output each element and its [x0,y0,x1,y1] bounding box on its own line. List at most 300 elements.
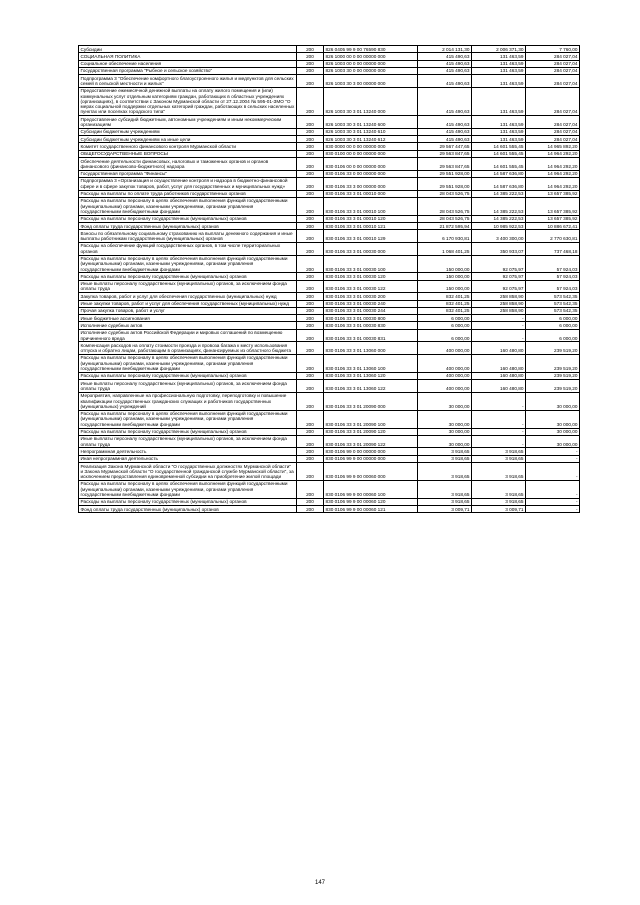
approved-amount-cell: 415 490,63 [418,60,472,67]
approved-amount-cell: 28 043 526,75 [418,190,472,197]
table-row [79,329,580,342]
executed-amount-cell: 131 463,59 [472,60,526,67]
executed-amount-cell: 131 463,59 [472,116,526,129]
budget-classification-code-cell: 830 0106 33 3 01 13060 000 [324,342,418,355]
approved-amount-cell: 415 490,63 [418,53,472,60]
unexecuted-amount-cell: 573 542,35 [526,307,580,314]
table-row [79,410,580,428]
line-code-cell: 200 [297,380,324,393]
approved-amount-cell: 415 490,63 [418,87,472,115]
expense-name-cell: ОБЩЕГОСУДАРСТВЕННЫЕ ВОПРОСЫ [79,150,297,157]
approved-amount-cell: 29 551 928,00 [418,170,472,177]
budget-classification-code-cell: 830 0106 33 3 01 00010 129 [324,230,418,243]
line-code-cell: 200 [297,190,324,197]
unexecuted-amount-cell: - [526,448,580,455]
approved-amount-cell: 29 567 447,65 [418,143,472,150]
expense-name-cell: Расходы на выплаты персоналу государственных (муниципальных) органов [79,273,297,280]
line-code-cell: 200 [297,150,324,157]
unexecuted-amount-cell: 30 000,00 [526,428,580,435]
approved-amount-cell: 1 068 401,25 [418,242,472,255]
unexecuted-amount-cell: 6 000,00 [526,315,580,322]
table-row [79,177,580,190]
budget-classification-code-cell: 830 0106 33 3 01 13060 122 [324,380,418,393]
table-row [79,354,580,372]
line-code-cell: 200 [297,116,324,129]
executed-amount-cell: 14 385 222,53 [472,190,526,197]
expense-name-cell: Предоставление субсидий бюджетным, автономным учреждениям и иным некоммерческим организациям [79,116,297,129]
budget-classification-code-cell: 830 0106 33 3 01 00030 240 [324,300,418,307]
unexecuted-amount-cell: 14 965 892,20 [526,143,580,150]
budget-classification-code-cell: 830 0106 33 3 01 00030 830 [324,322,418,329]
expense-name-cell: Взносы по обязательному социальному страхованию на выплаты денежного содержания и иные выплаты работникам государственных (муниципальных) органов [79,230,297,243]
budget-classification-code-cell: 826 1003 30 3 01 13240 610 [324,128,418,135]
budget-classification-code-cell: 830 0106 33 3 01 00010 100 [324,197,418,215]
line-code-cell: 200 [297,372,324,379]
table-row [79,342,580,355]
table-row [79,197,580,215]
expense-name-cell: Субсидии [79,46,297,53]
executed-amount-cell: 3 400 300,00 [472,230,526,243]
line-code-cell: 200 [297,293,324,300]
budget-classification-code-cell: 830 0106 99 9 00 00060 121 [324,506,418,513]
expense-name-cell: Исполнение судебных актов [79,322,297,329]
executed-amount-cell: 14 601 555,45 [472,158,526,171]
table-body [79,46,580,513]
table-row [79,322,580,329]
executed-amount-cell: 350 933,07 [472,242,526,255]
executed-amount-cell: 258 858,90 [472,300,526,307]
expense-name-cell: Обеспечение деятельности финансовых, налоговых и таможенных органов и органов финансового (финансово-бюджетного) надзора [79,158,297,171]
expense-name-cell: Компенсация расходов на оплату стоимости проезда и провоза багажа к месту использования отпуска и обратно лицам, работающим в организациях, финансируемых из областного бюджета [79,342,297,355]
line-code-cell: 200 [297,410,324,428]
approved-amount-cell: 150 000,00 [418,255,472,273]
executed-amount-cell: 14 587 636,80 [472,177,526,190]
unexecuted-amount-cell: 284 027,04 [526,67,580,74]
line-code-cell: 200 [297,177,324,190]
executed-amount-cell: 3 918,65 [472,498,526,505]
line-code-cell: 200 [297,307,324,314]
expense-name-cell: Расходы на выплаты персоналу государственных (муниципальных) органов [79,215,297,222]
approved-amount-cell: 29 563 847,65 [418,150,472,157]
approved-amount-cell: 400 000,00 [418,342,472,355]
executed-amount-cell: 131 463,59 [472,53,526,60]
expense-name-cell: Расходы на выплаты персоналу в целях обеспечения выполнения функций государственными (муниципальными) органами, казенными учреждениями, органами управления государственными внебюджетными фондами [79,354,297,372]
table-row [79,307,580,314]
executed-amount-cell: 131 463,59 [472,67,526,74]
executed-amount-cell: 258 858,90 [472,307,526,314]
line-code-cell: 200 [297,435,324,448]
line-code-cell: 200 [297,354,324,372]
unexecuted-amount-cell: 30 000,00 [526,392,580,410]
table-row [79,255,580,273]
approved-amount-cell: 415 490,63 [418,136,472,143]
approved-amount-cell: 150 000,00 [418,280,472,293]
line-code-cell: 200 [297,392,324,410]
executed-amount-cell: 131 463,59 [472,75,526,88]
approved-amount-cell: 3 918,65 [418,463,472,481]
approved-amount-cell: 29 551 928,00 [418,177,472,190]
expense-name-cell: Подпрограмма 3 «Организация и осуществление контроля и надзора в бюджетно-финансовой сфере и в сфере закупок товаров, работ, услуг для государственных и муниципальных нужд» [79,177,297,190]
line-code-cell: 200 [297,498,324,505]
table-row [79,428,580,435]
executed-amount-cell: 2 006 371,30 [472,46,526,53]
unexecuted-amount-cell: 284 027,04 [526,75,580,88]
approved-amount-cell: 6 000,00 [418,322,472,329]
budget-classification-code-cell: 830 0106 33 3 01 00030 244 [324,307,418,314]
table-row [79,128,580,135]
unexecuted-amount-cell: 13 657 385,92 [526,190,580,197]
approved-amount-cell: 400 000,00 [418,354,472,372]
approved-amount-cell: 6 170 930,81 [418,230,472,243]
executed-amount-cell: 14 601 555,45 [472,143,526,150]
approved-amount-cell: 415 490,63 [418,116,472,129]
executed-amount-cell: 131 463,59 [472,128,526,135]
table-row [79,455,580,462]
approved-amount-cell: 832 401,25 [418,300,472,307]
executed-amount-cell: 92 075,97 [472,273,526,280]
table-row [79,190,580,197]
unexecuted-amount-cell: - [526,506,580,513]
table-row [79,136,580,143]
line-code-cell: 200 [297,215,324,222]
budget-classification-code-cell: 830 0000 00 0 00 00000 000 [324,143,418,150]
executed-amount-cell: 3 009,71 [472,506,526,513]
unexecuted-amount-cell: 13 657 385,92 [526,197,580,215]
budget-classification-code-cell: 830 0106 99 9 00 00000 000 [324,455,418,462]
budget-classification-code-cell: 830 0106 33 3 01 20090 000 [324,392,418,410]
executed-amount-cell: 10 985 922,53 [472,223,526,230]
table-row [79,498,580,505]
unexecuted-amount-cell: 284 027,04 [526,128,580,135]
table-row [79,463,580,481]
budget-classification-code-cell: 830 0106 99 0 00 00000 000 [324,448,418,455]
expense-name-cell: Иные выплаты персоналу государственных (муниципальных) органов, за исключением фонда оплаты труда [79,380,297,393]
unexecuted-amount-cell: 13 657 385,92 [526,215,580,222]
unexecuted-amount-cell: 30 000,00 [526,410,580,428]
approved-amount-cell: 2 014 131,30 [418,46,472,53]
unexecuted-amount-cell: 239 519,20 [526,354,580,372]
line-code-cell: 200 [297,448,324,455]
budget-execution-table [78,45,580,513]
table-row [79,87,580,115]
unexecuted-amount-cell: 573 542,35 [526,300,580,307]
expense-name-cell: Государственная программа "Финансы" [79,170,297,177]
table-row [79,116,580,129]
expense-name-cell: СОЦИАЛЬНАЯ ПОЛИТИКА [79,53,297,60]
unexecuted-amount-cell: - [526,455,580,462]
unexecuted-amount-cell: 737 468,18 [526,242,580,255]
approved-amount-cell: 3 918,65 [418,448,472,455]
executed-amount-cell: 3 918,65 [472,455,526,462]
unexecuted-amount-cell: 30 000,00 [526,435,580,448]
table-row [79,280,580,293]
expense-name-cell: Социальное обеспечение населения [79,60,297,67]
executed-amount-cell: 14 601 555,45 [472,150,526,157]
table-row [79,158,580,171]
unexecuted-amount-cell: 573 542,35 [526,293,580,300]
line-code-cell: 200 [297,230,324,243]
expense-name-cell: Закупка товаров, работ и услуг для обеспечения государственных (муниципальных) нужд [79,293,297,300]
unexecuted-amount-cell: 14 964 292,20 [526,150,580,157]
line-code-cell: 200 [297,480,324,498]
executed-amount-cell: 3 918,65 [472,463,526,481]
approved-amount-cell: 415 490,63 [418,67,472,74]
unexecuted-amount-cell: 57 924,03 [526,255,580,273]
unexecuted-amount-cell: 284 027,04 [526,116,580,129]
executed-amount-cell: - [472,392,526,410]
table-row [79,315,580,322]
line-code-cell: 200 [297,300,324,307]
expense-name-cell: Расходы на выплаты по оплате труда работников государственных органов [79,190,297,197]
executed-amount-cell: - [472,428,526,435]
budget-classification-code-cell: 826 1000 00 0 00 00000 000 [324,53,418,60]
budget-classification-code-cell: 826 1003 30 3 00 00000 000 [324,75,418,88]
table-row [79,480,580,498]
budget-classification-code-cell: 830 0106 99 9 00 00060 000 [324,463,418,481]
unexecuted-amount-cell: 284 027,04 [526,87,580,115]
table-row [79,223,580,230]
line-code-cell: 200 [297,255,324,273]
unexecuted-amount-cell: 10 886 672,41 [526,223,580,230]
unexecuted-amount-cell: - [526,498,580,505]
approved-amount-cell: 400 000,00 [418,380,472,393]
expense-name-cell: Расходы на выплаты персоналу в целях обеспечения выполнения функций государственными (муниципальными) органами, казенными учреждениями, органами управления государственными внебюджетными фондами [79,410,297,428]
expense-name-cell: Фонд оплаты труда государственных (муниципальных) органов [79,223,297,230]
unexecuted-amount-cell: - [526,480,580,498]
approved-amount-cell: 28 043 526,75 [418,197,472,215]
budget-classification-code-cell: 826 1003 30 3 01 13240 612 [324,136,418,143]
expense-name-cell: Фонд оплаты труда государственных (муниципальных) органов [79,506,297,513]
line-code-cell: 200 [297,46,324,53]
budget-classification-code-cell: 830 0106 33 3 01 20090 120 [324,428,418,435]
unexecuted-amount-cell: 239 519,20 [526,380,580,393]
executed-amount-cell: 160 480,80 [472,342,526,355]
budget-classification-code-cell: 830 0100 00 0 00 00000 000 [324,150,418,157]
budget-classification-code-cell: 830 0106 33 3 01 00030 200 [324,293,418,300]
approved-amount-cell: 832 401,25 [418,307,472,314]
expense-name-cell: Расходы на выплаты персоналу в целях обеспечения выполнения функций государственными (муниципальными) органами, казенными учреждениями, органами управления государственными внебюджетными фондами [79,255,297,273]
page-number: 147 [314,880,325,886]
executed-amount-cell: 160 480,80 [472,380,526,393]
expense-name-cell: Иные закупки товаров, работ и услуг для обеспечения государственных (муниципальных) нужд [79,300,297,307]
table-row [79,300,580,307]
line-code-cell: 200 [297,322,324,329]
line-code-cell: 200 [297,53,324,60]
table-row [79,392,580,410]
line-code-cell: 200 [297,67,324,74]
expense-name-cell: Прочая закупка товаров, работ и услуг [79,307,297,314]
unexecuted-amount-cell: 14 964 292,20 [526,170,580,177]
budget-classification-code-cell: 830 0106 00 0 00 00000 000 [324,158,418,171]
approved-amount-cell: 150 000,00 [418,273,472,280]
approved-amount-cell: 6 000,00 [418,315,472,322]
executed-amount-cell: 131 463,59 [472,136,526,143]
line-code-cell: 200 [297,143,324,150]
expense-name-cell: Субсидии бюджетным учреждениям [79,128,297,135]
approved-amount-cell: 30 000,00 [418,435,472,448]
unexecuted-amount-cell: 57 924,03 [526,273,580,280]
table-row [79,506,580,513]
table-row [79,380,580,393]
line-code-cell: 200 [297,170,324,177]
unexecuted-amount-cell: 14 964 292,20 [526,177,580,190]
line-code-cell: 200 [297,197,324,215]
budget-classification-code-cell: 830 0106 33 3 01 13060 100 [324,354,418,372]
table-row [79,60,580,67]
budget-classification-code-cell: 826 1003 30 3 01 13240 600 [324,116,418,129]
budget-classification-code-cell: 830 0106 99 9 00 00060 100 [324,480,418,498]
unexecuted-amount-cell: 7 760,00 [526,46,580,53]
table-row [79,293,580,300]
table-row [79,372,580,379]
budget-classification-code-cell: 826 1003 00 0 00 00000 000 [324,60,418,67]
approved-amount-cell: 30 000,00 [418,410,472,428]
budget-classification-code-cell: 830 0106 33 3 01 00030 831 [324,329,418,342]
budget-classification-code-cell: 830 0106 33 3 01 00010 121 [324,223,418,230]
approved-amount-cell: 28 043 526,75 [418,215,472,222]
unexecuted-amount-cell: 2 770 630,81 [526,230,580,243]
approved-amount-cell: 400 000,00 [418,372,472,379]
expense-name-cell: Комитет государственного финансового контроля Мурманской области [79,143,297,150]
line-code-cell: 200 [297,428,324,435]
expense-name-cell: Иные бюджетные ассигнования [79,315,297,322]
executed-amount-cell: - [472,329,526,342]
table-row [79,448,580,455]
table-row [79,230,580,243]
approved-amount-cell: 415 490,63 [418,75,472,88]
expense-name-cell: Государственная программа "Рыбное и сельское хозяйство" [79,67,297,74]
executed-amount-cell: - [472,435,526,448]
line-code-cell: 200 [297,136,324,143]
executed-amount-cell: 14 385 222,53 [472,197,526,215]
table-row [79,242,580,255]
table-row [79,75,580,88]
line-code-cell: 200 [297,60,324,67]
expense-name-cell: Расходы на выплаты персоналу государственных (муниципальных) органов [79,372,297,379]
table-row [79,273,580,280]
expense-name-cell: Расходы на выплаты персоналу в целях обеспечения выполнения функций государственными (муниципальными) органами, казенными учреждениями, органами управления государственными внебюджетными фондами [79,480,297,498]
line-code-cell: 200 [297,463,324,481]
expense-name-cell: Подпрограмма 3 "Обеспечение комфортного благоустроенного жилья и медпунктов для сельских семей в сельской местности и жилых" [79,75,297,88]
table-row [79,46,580,53]
budget-classification-code-cell: 826 1003 30 3 01 13240 000 [324,87,418,115]
table-row [79,215,580,222]
expense-name-cell: Иные выплаты персоналу государственных (муниципальных) органов, за исключением фонда оплаты труда [79,280,297,293]
executed-amount-cell: 14 587 636,80 [472,170,526,177]
table-row [79,150,580,157]
line-code-cell: 200 [297,455,324,462]
expense-name-cell: Непрограммная деятельность [79,448,297,455]
expense-name-cell: Расходы на выплаты персоналу государственных (муниципальных) органов [79,428,297,435]
approved-amount-cell: 3 009,71 [418,506,472,513]
budget-classification-code-cell: 826 0405 99 9 00 76590 830 [324,46,418,53]
expense-name-cell: Мероприятия, направленные на профессиональную подготовку, переподготовку и повышение квалификации государственных гражданских служащих и работников государственных (муниципальных) учреждений [79,392,297,410]
budget-classification-code-cell: 830 0106 33 3 01 00030 100 [324,255,418,273]
approved-amount-cell: 6 000,00 [418,329,472,342]
unexecuted-amount-cell: 57 924,03 [526,280,580,293]
line-code-cell: 200 [297,128,324,135]
line-code-cell: 200 [297,506,324,513]
table-row [79,435,580,448]
expense-name-cell: Реализация Закона Мурманской области "О государственных должностях Мурманской области" и Закона Мурманской области "О государственной гражданской службе Мурманской области", за исключением предоставления единовременной субсидии на приобретение жилой площади [79,463,297,481]
unexecuted-amount-cell: 239 519,20 [526,372,580,379]
line-code-cell: 200 [297,242,324,255]
table-row [79,143,580,150]
unexecuted-amount-cell: 239 519,20 [526,342,580,355]
executed-amount-cell: 92 075,97 [472,255,526,273]
unexecuted-amount-cell: 284 027,04 [526,53,580,60]
budget-classification-code-cell: 830 0106 33 3 01 00030 000 [324,242,418,255]
line-code-cell: 200 [297,329,324,342]
line-code-cell: 200 [297,273,324,280]
expense-name-cell: Расходы на обеспечение функций государственных органов, в том числе территориальных органов [79,242,297,255]
budget-classification-code-cell: 830 0106 33 3 01 00010 000 [324,190,418,197]
unexecuted-amount-cell: 6 000,00 [526,329,580,342]
table-row [79,67,580,74]
approved-amount-cell: 29 563 847,65 [418,158,472,171]
executed-amount-cell: - [472,322,526,329]
expense-name-cell: Субсидии бюджетным учреждениям на иные цели [79,136,297,143]
budget-classification-code-cell: 830 0106 33 3 01 20090 122 [324,435,418,448]
budget-classification-code-cell: 830 0106 33 3 00 00000 000 [324,177,418,190]
expense-name-cell: Исполнение судебных актов Российской Федерации и мировых соглашений по возмещению причиненного вреда [79,329,297,342]
budget-classification-code-cell: 830 0106 33 3 01 00030 120 [324,273,418,280]
line-code-cell: 200 [297,315,324,322]
expense-name-cell: Иные выплаты персоналу государственных (муниципальных) органов, за исключением фонда оплаты труда [79,435,297,448]
table-row [79,53,580,60]
executed-amount-cell: 3 918,65 [472,448,526,455]
executed-amount-cell: 258 858,90 [472,293,526,300]
approved-amount-cell: 30 000,00 [418,392,472,410]
approved-amount-cell: 21 872 595,94 [418,223,472,230]
budget-classification-code-cell: 830 0106 99 9 00 00060 120 [324,498,418,505]
expense-name-cell: Предоставление ежемесячной денежной выплаты на оплату жилого помещения и (или) коммунальных услуг отдельным категориям граждан, работающих в областных учреждениях (организациях), в соответствии с Законом Мурманской области от 27.12.2004 № 595-01-ЗМО "О мерах социальной поддержки отдельных категорий граждан, работающих в сельских населенных пунктах или поселках городского типа" [79,87,297,115]
expense-name-cell: Иная непрограммная деятельность [79,455,297,462]
budget-classification-code-cell: 830 0106 33 3 01 00010 120 [324,215,418,222]
unexecuted-amount-cell: 14 964 292,20 [526,158,580,171]
budget-classification-code-cell: 830 0106 33 3 01 20090 100 [324,410,418,428]
approved-amount-cell: 30 000,00 [418,428,472,435]
budget-classification-code-cell: 830 0106 33 3 01 00030 122 [324,280,418,293]
budget-classification-code-cell: 830 0106 33 0 00 00000 000 [324,170,418,177]
line-code-cell: 200 [297,342,324,355]
line-code-cell: 200 [297,280,324,293]
unexecuted-amount-cell: 284 027,04 [526,136,580,143]
executed-amount-cell: 160 480,80 [472,372,526,379]
budget-classification-code-cell: 826 1003 30 0 00 00000 000 [324,67,418,74]
line-code-cell: 200 [297,223,324,230]
executed-amount-cell: 92 075,97 [472,280,526,293]
budget-classification-code-cell: 830 0106 33 3 01 13060 120 [324,372,418,379]
unexecuted-amount-cell: - [526,463,580,481]
expense-name-cell: Расходы на выплаты персоналу государственных (муниципальных) органов [79,498,297,505]
approved-amount-cell: 415 490,63 [418,128,472,135]
executed-amount-cell: 3 918,65 [472,480,526,498]
expense-name-cell: Расходы на выплаты персоналу в целях обеспечения выполнения функций государственными (муниципальными) органами, казенными учреждениями, органами управления государственными внебюджетными фондами [79,197,297,215]
executed-amount-cell: - [472,410,526,428]
approved-amount-cell: 3 918,65 [418,480,472,498]
executed-amount-cell: 160 480,80 [472,354,526,372]
approved-amount-cell: 832 401,25 [418,293,472,300]
line-code-cell: 200 [297,75,324,88]
approved-amount-cell: 3 918,65 [418,498,472,505]
unexecuted-amount-cell: 6 000,00 [526,322,580,329]
unexecuted-amount-cell: 284 027,04 [526,60,580,67]
executed-amount-cell: - [472,315,526,322]
executed-amount-cell: 131 463,59 [472,87,526,115]
line-code-cell: 200 [297,158,324,171]
budget-classification-code-cell: 830 0106 33 3 01 00030 800 [324,315,418,322]
